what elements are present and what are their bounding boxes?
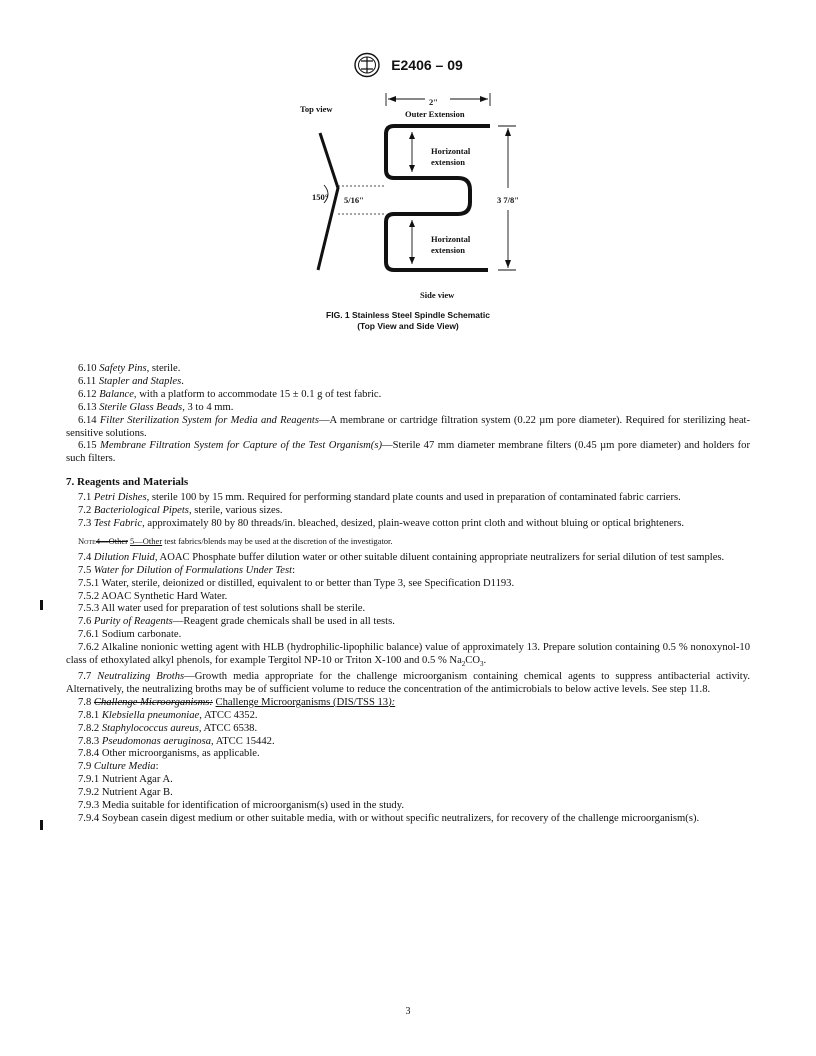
section-7-title: 7. Reagents and Materials bbox=[66, 476, 189, 489]
figure-spindle-schematic bbox=[290, 88, 550, 328]
caption-line-1: FIG. 1 Stainless Steel Spindle Schematic bbox=[326, 310, 490, 320]
astm-logo-icon bbox=[353, 52, 381, 78]
note-5: Note4—Other 5—Other test fabrics/blends may be used at the discretion of the investigator. bbox=[78, 535, 393, 546]
change-bar-note bbox=[40, 600, 43, 610]
item-7-4: 7.4 Dilution Fluid, AOAC Phosphate buffer dilution water or other suitable diluent containing appropriate neutralizers for serial dilution of test samples. bbox=[78, 551, 725, 563]
item-6-13: 6.13 Sterile Glass Beads, 3 to 4 mm. bbox=[78, 401, 234, 413]
spindle-diagram bbox=[290, 88, 550, 328]
angle-label: 150° bbox=[312, 192, 329, 202]
gap-label: 5/16" bbox=[344, 195, 364, 205]
item-6-11: 6.11 Stapler and Staples. bbox=[78, 375, 184, 387]
item-7-1: 7.1 Petri Dishes, sterile 100 by 15 mm. Required for performing standard plate counts and used in preparation of contaminated fabric carriers. bbox=[78, 492, 681, 504]
horizontal-extension-bottom-1: Horizontal bbox=[431, 234, 471, 244]
side-view-label: Side view bbox=[420, 290, 455, 300]
page-number: 3 bbox=[405, 1006, 411, 1017]
item-7-8-3: 7.8.3 Pseudomonas aeruginosa, ATCC 15442. bbox=[78, 735, 275, 747]
horizontal-extension-top-2: extension bbox=[431, 157, 465, 167]
item-6-15: 6.15 Membrane Filtration System for Capture of the Test Organism(s)—Sterile 47 mm diameter membrane filters (0.45 µm pore diameter) and holders for such filters. bbox=[66, 440, 750, 465]
top-view-label: Top view bbox=[300, 104, 333, 114]
item-7-8-2: 7.8.2 Staphylococcus aureus, ATCC 6538. bbox=[78, 722, 258, 734]
item-6-12: 6.12 Balance, with a platform to accommodate 15 ± 0.1 g of test fabric. bbox=[78, 388, 382, 400]
item-7-6: 7.6 Purity of Reagents—Reagent grade chemicals shall be used in all tests. bbox=[78, 616, 395, 628]
item-6-14: 6.14 Filter Sterilization System for Media and Reagents—A membrane or cartridge filtration system (0.22 µm pore diameter). Required for sterilizing heat-sensitive solutions. bbox=[66, 414, 750, 439]
page-header bbox=[0, 52, 816, 78]
change-bar-78 bbox=[40, 820, 43, 830]
item-6-10: 6.10 Safety Pins, sterile. bbox=[78, 363, 181, 374]
document-body bbox=[66, 363, 750, 826]
document-code: E2406 – 09 bbox=[391, 57, 463, 73]
item-7-9: 7.9 Culture Media: bbox=[78, 761, 159, 773]
item-7-6-1: 7.6.1 Sodium carbonate. bbox=[78, 629, 182, 641]
item-7-8: 7.8 Challenge Microorganisms: Challenge Microorganisms (DIS/TSS 13): bbox=[78, 696, 396, 708]
outer-extension-label: Outer Extension bbox=[405, 109, 465, 119]
width-label: 2" bbox=[429, 97, 438, 107]
item-7-2: 7.2 Bacteriological Pipets, sterile, various sizes. bbox=[78, 505, 283, 517]
figure-caption bbox=[0, 310, 816, 332]
item-7-3: 7.3 Test Fabric, approximately 80 by 80 threads/in. bleached, desized, plain-weave cotton print cloth and without bluing or optical brighteners. bbox=[78, 517, 684, 529]
item-7-5-3: 7.5.3 All water used for preparation of test solutions shall be sterile. bbox=[78, 603, 366, 615]
item-7-9-2: 7.9.2 Nutrient Agar B. bbox=[78, 787, 173, 799]
item-7-6-2: 7.6.2 Alkaline nonionic wetting agent with HLB (hydrophilic-lipophilic balance) value of approximately 13. Prepare solution containing 0.5 % nonoxynol-10 class of ethoxylated alkyl phenols, for example Tergitol NP-10 or Triton X-100 and 0.5 % $Na_2CO_3$. bbox=[66, 642, 750, 669]
horizontal-extension-bottom-2: extension bbox=[431, 245, 465, 255]
caption-line-2: (Top View and Side View) bbox=[357, 321, 459, 331]
item-7-7: 7.7 Neutralizing Broths—Growth media appropriate for the challenge microorganism containing chemical agents to suppress antibacterial activity. Alternatively, the neutralizing broths may be of sufficient volume to reduce the concentration of the antimicrobials to below active levels. See step 11.8. bbox=[66, 671, 751, 695]
item-7-8-1: 7.8.1 Klebsiella pneumoniae, ATCC 4352. bbox=[78, 709, 258, 721]
item-7-5-2: 7.5.2 AOAC Synthetic Hard Water. bbox=[78, 590, 228, 602]
height-label: 3 7/8" bbox=[497, 195, 519, 205]
item-7-8-4: 7.8.4 Other microorganisms, as applicable. bbox=[78, 748, 260, 760]
horizontal-extension-top-1: Horizontal bbox=[431, 146, 471, 156]
item-7-5-1: 7.5.1 Water, sterile, deionized or distilled, equivalent to or better than Type 3, see Specification D1193. bbox=[78, 577, 515, 589]
item-7-9-3: 7.9.3 Media suitable for identification of microorganism(s) used in the study. bbox=[78, 800, 404, 812]
item-7-5: 7.5 Water for Dilution of Formulations Under Test: bbox=[78, 564, 296, 576]
item-7-9-4: 7.9.4 Soybean casein digest medium or other suitable media, with or without specific neutralizers, for recovery of the challenge microorganism(s). bbox=[78, 813, 700, 825]
item-7-9-1: 7.9.1 Nutrient Agar A. bbox=[78, 774, 173, 786]
